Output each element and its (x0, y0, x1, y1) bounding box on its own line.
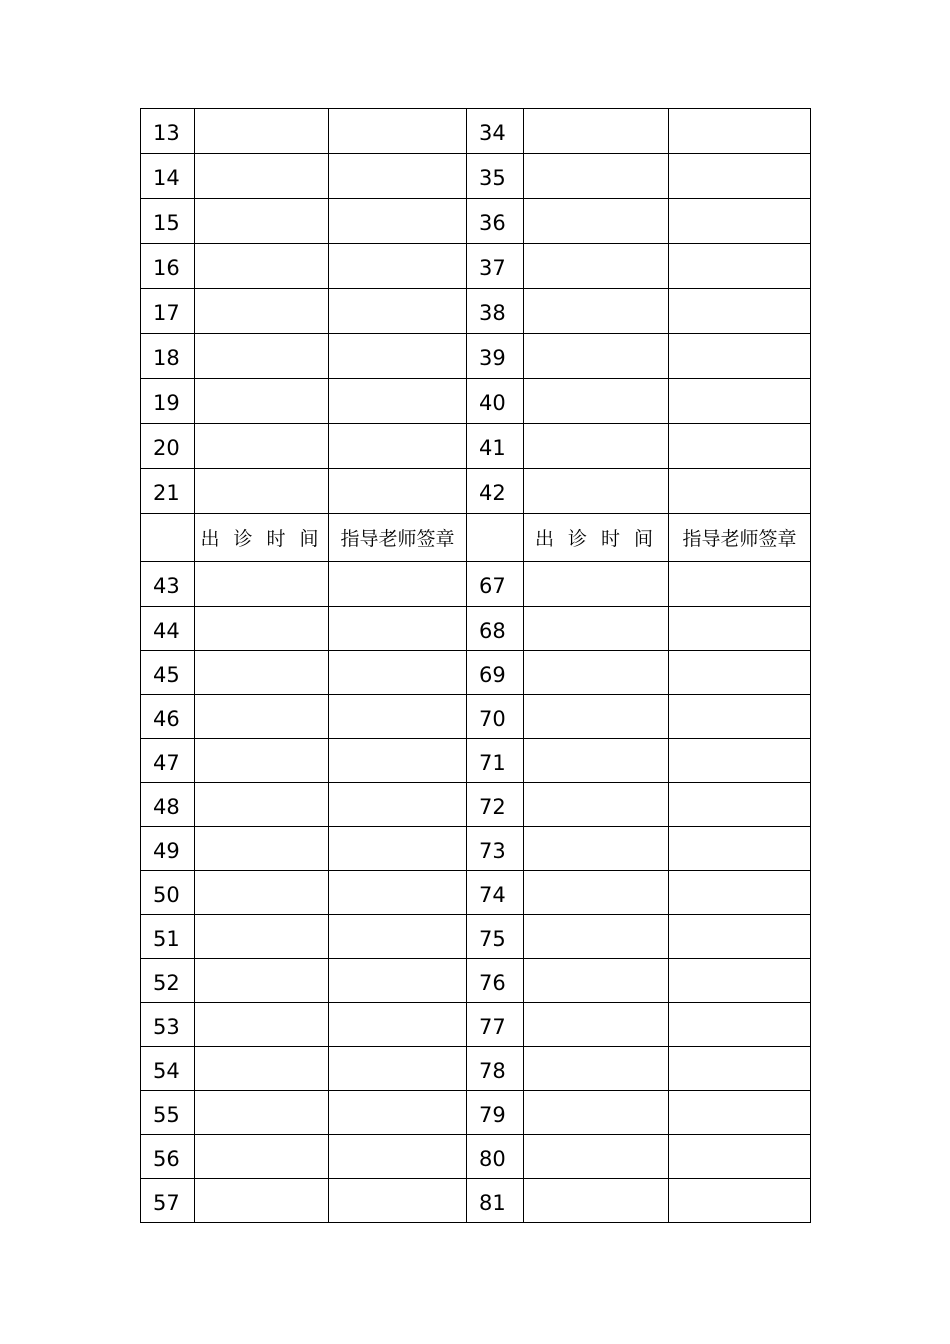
row-number-left: 21 (141, 469, 195, 514)
table-header-row (141, 514, 811, 562)
row-number-right: 42 (467, 469, 524, 514)
visit-time-cell-left[interactable] (195, 739, 329, 783)
table-row (141, 469, 811, 514)
visit-time-cell-left[interactable] (195, 109, 329, 154)
signature-cell-left[interactable] (329, 109, 467, 154)
table-row (141, 651, 811, 695)
table-row (141, 1047, 811, 1091)
visit-time-cell-left[interactable] (195, 1179, 329, 1223)
signature-cell-left[interactable] (329, 1135, 467, 1179)
row-number-right: 41 (467, 424, 524, 469)
signature-cell-left[interactable] (329, 199, 467, 244)
visit-time-cell-right[interactable] (524, 695, 669, 739)
row-number-left: 55 (141, 1091, 195, 1135)
row-number-right: 40 (467, 379, 524, 424)
attendance-record-table (140, 108, 811, 1223)
table-row (141, 1091, 811, 1135)
row-number-left: 16 (141, 244, 195, 289)
visit-time-cell-left[interactable] (195, 827, 329, 871)
visit-time-cell-left[interactable] (195, 562, 329, 607)
table-row (141, 915, 811, 959)
signature-cell-right[interactable] (669, 199, 811, 244)
signature-cell-right[interactable] (669, 607, 811, 651)
row-number-left: 45 (141, 651, 195, 695)
visit-time-cell-left[interactable] (195, 1003, 329, 1047)
row-number-right: 37 (467, 244, 524, 289)
signature-cell-right[interactable] (669, 1047, 811, 1091)
visit-time-cell-right[interactable] (524, 1135, 669, 1179)
visit-time-cell-left[interactable] (195, 199, 329, 244)
header-visit-time-right: 出 诊 时 间 (524, 514, 669, 562)
row-number-left: 50 (141, 871, 195, 915)
row-number-right: 76 (467, 959, 524, 1003)
visit-time-cell-right[interactable] (524, 244, 669, 289)
row-number-left: 56 (141, 1135, 195, 1179)
signature-cell-right[interactable] (669, 959, 811, 1003)
visit-time-cell-left[interactable] (195, 783, 329, 827)
signature-cell-right[interactable] (669, 1135, 811, 1179)
row-number-left: 54 (141, 1047, 195, 1091)
row-number-right: 35 (467, 154, 524, 199)
table-body (141, 109, 811, 1223)
table-row (141, 334, 811, 379)
visit-time-cell-right[interactable] (524, 915, 669, 959)
header-cell-number-left (141, 514, 195, 562)
signature-cell-right[interactable] (669, 154, 811, 199)
row-number-right: 72 (467, 783, 524, 827)
row-number-left: 57 (141, 1179, 195, 1223)
signature-cell-left[interactable] (329, 469, 467, 514)
visit-time-cell-left[interactable] (195, 871, 329, 915)
visit-time-cell-left[interactable] (195, 695, 329, 739)
table-row (141, 739, 811, 783)
signature-cell-left[interactable] (329, 871, 467, 915)
table-row (141, 424, 811, 469)
signature-cell-right[interactable] (669, 1091, 811, 1135)
row-number-left: 51 (141, 915, 195, 959)
row-number-left: 44 (141, 607, 195, 651)
visit-time-cell-left[interactable] (195, 289, 329, 334)
signature-cell-left[interactable] (329, 1047, 467, 1091)
signature-cell-left[interactable] (329, 1091, 467, 1135)
visit-time-cell-right[interactable] (524, 651, 669, 695)
signature-cell-right[interactable] (669, 1003, 811, 1047)
signature-cell-right[interactable] (669, 469, 811, 514)
table-row (141, 871, 811, 915)
visit-time-cell-right[interactable] (524, 1179, 669, 1223)
signature-cell-right[interactable] (669, 695, 811, 739)
visit-time-cell-right[interactable] (524, 334, 669, 379)
row-number-right: 71 (467, 739, 524, 783)
signature-cell-left[interactable] (329, 1003, 467, 1047)
table-row (141, 827, 811, 871)
visit-time-cell-left[interactable] (195, 607, 329, 651)
row-number-right: 73 (467, 827, 524, 871)
visit-time-cell-left[interactable] (195, 334, 329, 379)
table-row (141, 154, 811, 199)
row-number-left: 18 (141, 334, 195, 379)
row-number-left: 15 (141, 199, 195, 244)
visit-time-cell-right[interactable] (524, 109, 669, 154)
row-number-left: 19 (141, 379, 195, 424)
visit-time-cell-right[interactable] (524, 199, 669, 244)
table-row (141, 109, 811, 154)
signature-cell-right[interactable] (669, 739, 811, 783)
signature-cell-left[interactable] (329, 1179, 467, 1223)
signature-cell-left[interactable] (329, 334, 467, 379)
visit-time-cell-right[interactable] (524, 1003, 669, 1047)
table-row (141, 289, 811, 334)
signature-cell-right[interactable] (669, 424, 811, 469)
header-cell-number-right (467, 514, 524, 562)
row-number-right: 79 (467, 1091, 524, 1135)
visit-time-cell-left[interactable] (195, 651, 329, 695)
visit-time-cell-right[interactable] (524, 289, 669, 334)
header-teacher-signature-left: 指导老师签章 (329, 514, 467, 562)
signature-cell-left[interactable] (329, 424, 467, 469)
visit-time-cell-left[interactable] (195, 1047, 329, 1091)
table-row (141, 379, 811, 424)
row-number-right: 69 (467, 651, 524, 695)
signature-cell-left[interactable] (329, 379, 467, 424)
signature-cell-left[interactable] (329, 959, 467, 1003)
visit-time-cell-right[interactable] (524, 424, 669, 469)
row-number-right: 81 (467, 1179, 524, 1223)
signature-cell-right[interactable] (669, 562, 811, 607)
row-number-left: 20 (141, 424, 195, 469)
visit-time-cell-left[interactable] (195, 154, 329, 199)
signature-cell-right[interactable] (669, 244, 811, 289)
signature-cell-right[interactable] (669, 783, 811, 827)
visit-time-cell-right[interactable] (524, 469, 669, 514)
row-number-left: 13 (141, 109, 195, 154)
visit-time-cell-right[interactable] (524, 562, 669, 607)
row-number-left: 17 (141, 289, 195, 334)
signature-cell-right[interactable] (669, 289, 811, 334)
visit-time-cell-right[interactable] (524, 827, 669, 871)
row-number-left: 46 (141, 695, 195, 739)
row-number-right: 36 (467, 199, 524, 244)
signature-cell-left[interactable] (329, 827, 467, 871)
signature-cell-left[interactable] (329, 562, 467, 607)
row-number-right: 75 (467, 915, 524, 959)
table-row (141, 783, 811, 827)
row-number-left: 48 (141, 783, 195, 827)
visit-time-cell-right[interactable] (524, 1091, 669, 1135)
visit-time-cell-right[interactable] (524, 959, 669, 1003)
signature-cell-left[interactable] (329, 915, 467, 959)
row-number-right: 74 (467, 871, 524, 915)
row-number-right: 67 (467, 562, 524, 607)
signature-cell-left[interactable] (329, 607, 467, 651)
visit-time-cell-right[interactable] (524, 871, 669, 915)
visit-time-cell-left[interactable] (195, 959, 329, 1003)
table-row (141, 1179, 811, 1223)
signature-cell-right[interactable] (669, 915, 811, 959)
table-row (141, 607, 811, 651)
row-number-left: 14 (141, 154, 195, 199)
signature-cell-right[interactable] (669, 379, 811, 424)
visit-time-cell-right[interactable] (524, 607, 669, 651)
table-row (141, 1135, 811, 1179)
row-number-right: 39 (467, 334, 524, 379)
signature-cell-right[interactable] (669, 1179, 811, 1223)
signature-cell-right[interactable] (669, 871, 811, 915)
signature-cell-right[interactable] (669, 827, 811, 871)
visit-time-cell-left[interactable] (195, 1135, 329, 1179)
table-row (141, 959, 811, 1003)
row-number-right: 34 (467, 109, 524, 154)
row-number-right: 78 (467, 1047, 524, 1091)
visit-time-cell-left[interactable] (195, 915, 329, 959)
visit-time-cell-right[interactable] (524, 154, 669, 199)
header-teacher-signature-right: 指导老师签章 (669, 514, 811, 562)
table-row (141, 1003, 811, 1047)
signature-cell-left[interactable] (329, 244, 467, 289)
row-number-right: 80 (467, 1135, 524, 1179)
signature-cell-left[interactable] (329, 651, 467, 695)
signature-cell-left[interactable] (329, 695, 467, 739)
row-number-left: 52 (141, 959, 195, 1003)
table-row (141, 244, 811, 289)
table-row (141, 199, 811, 244)
signature-cell-right[interactable] (669, 334, 811, 379)
row-number-right: 38 (467, 289, 524, 334)
visit-time-cell-left[interactable] (195, 1091, 329, 1135)
visit-time-cell-left[interactable] (195, 469, 329, 514)
signature-cell-left[interactable] (329, 739, 467, 783)
row-number-right: 68 (467, 607, 524, 651)
row-number-right: 77 (467, 1003, 524, 1047)
row-number-right: 70 (467, 695, 524, 739)
visit-time-cell-right[interactable] (524, 379, 669, 424)
signature-cell-right[interactable] (669, 651, 811, 695)
visit-time-cell-left[interactable] (195, 244, 329, 289)
table-row (141, 695, 811, 739)
header-visit-time-left: 出 诊 时 间 (195, 514, 329, 562)
row-number-left: 49 (141, 827, 195, 871)
signature-cell-right[interactable] (669, 109, 811, 154)
visit-time-cell-right[interactable] (524, 739, 669, 783)
row-number-left: 47 (141, 739, 195, 783)
visit-time-cell-right[interactable] (524, 783, 669, 827)
signature-cell-left[interactable] (329, 154, 467, 199)
table-row (141, 562, 811, 607)
signature-cell-left[interactable] (329, 783, 467, 827)
row-number-left: 43 (141, 562, 195, 607)
visit-time-cell-right[interactable] (524, 1047, 669, 1091)
visit-time-cell-left[interactable] (195, 379, 329, 424)
signature-cell-left[interactable] (329, 289, 467, 334)
visit-time-cell-left[interactable] (195, 424, 329, 469)
row-number-left: 53 (141, 1003, 195, 1047)
